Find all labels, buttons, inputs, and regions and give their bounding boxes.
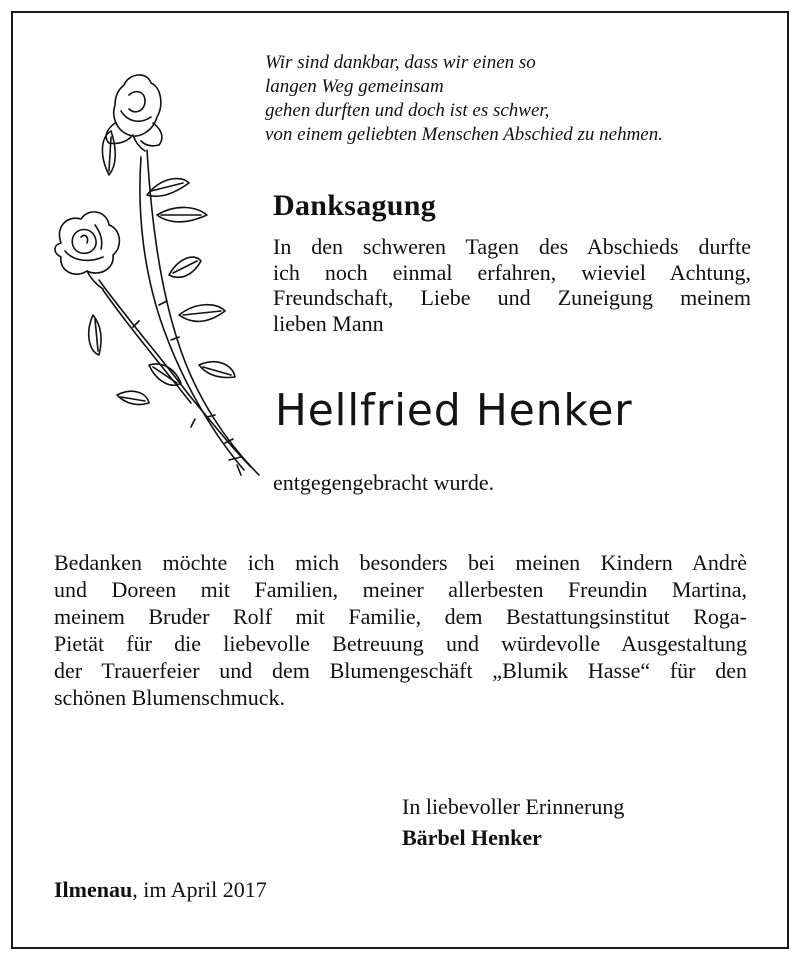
place-date-line bbox=[54, 877, 267, 903]
intro-line: Freundschaft, Liebe und Zuneigung meinem bbox=[273, 285, 751, 310]
closing-block bbox=[402, 791, 624, 853]
thanks-line: und Doreen mit Familien, meiner allerbesten Freundin Martina, bbox=[54, 577, 747, 602]
heading-title: Danksagung bbox=[273, 189, 437, 222]
deceased-name: Hellfried Henker bbox=[275, 385, 633, 436]
quote-text bbox=[265, 51, 663, 147]
intro-line: ich noch einmal erfahren, wieviel Achtung, bbox=[273, 259, 751, 285]
quote-line: von einem geliebten Menschen Abschied zu nehmen. bbox=[265, 124, 663, 145]
signer-name: Bärbel Henker bbox=[402, 825, 542, 850]
notice-frame bbox=[11, 11, 789, 949]
place-name: Ilmenau bbox=[54, 877, 133, 902]
date-text: , im April 2017 bbox=[132, 877, 267, 902]
thanks-line: schönen Blumenschmuck. bbox=[54, 685, 285, 710]
thanks-line: meinem Bruder Rolf mit Familie, dem Bestattungsinstitut Roga- bbox=[54, 604, 747, 629]
thanks-line: Bedanken möchte ich mich besonders bei meinen Kindern Andrè bbox=[54, 550, 747, 575]
closing-line: In liebevoller Erinnerung bbox=[402, 794, 625, 819]
intro-paragraph bbox=[273, 234, 751, 336]
after-name-text: entgegengebracht wurde. bbox=[273, 470, 495, 495]
thanks-line: Pietät für die liebevolle Betreuung und würdevolle Ausgestaltung bbox=[54, 631, 747, 656]
quote-line: Wir sind dankbar, dass wir einen so bbox=[265, 52, 536, 73]
quote-line: langen Weg gemeinsam bbox=[265, 76, 444, 97]
intro-line: lieben Mann bbox=[273, 310, 384, 336]
thanks-line: der Trauerfeier und dem Blumengeschäft „Blumik Hasse“ für den bbox=[54, 658, 747, 683]
intro-line: In den schweren Tagen des Abschieds durfte bbox=[273, 234, 751, 259]
quote-line: gehen durften und doch ist es schwer, bbox=[265, 100, 550, 121]
thanks-paragraph bbox=[54, 549, 747, 711]
rose-drawing-icon bbox=[29, 65, 264, 485]
